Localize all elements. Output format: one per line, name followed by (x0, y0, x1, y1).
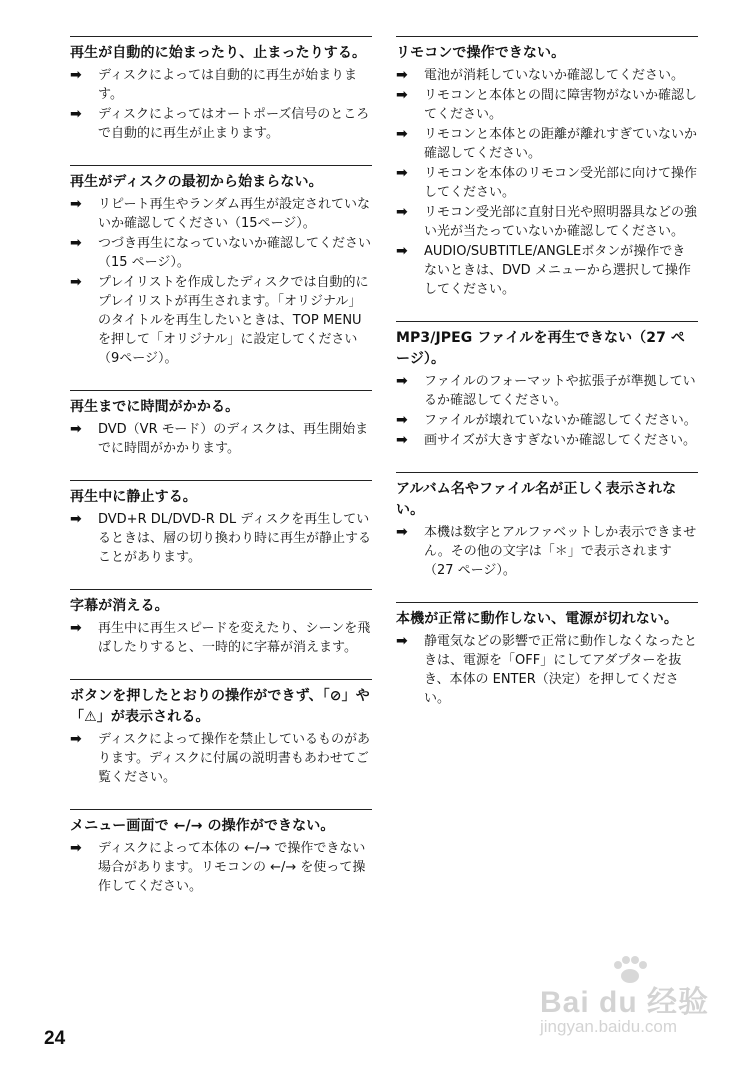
arrow-icon: ➡ (70, 620, 82, 636)
solution-item (70, 839, 372, 896)
arrow-icon: ➡ (70, 421, 82, 437)
arrow-icon: ➡ (396, 165, 408, 181)
arrow-icon: ➡ (396, 524, 408, 540)
section-heading: 字幕が消える。 (70, 598, 169, 614)
solution-item (70, 730, 372, 787)
watermark (530, 955, 730, 1055)
solution-item (70, 420, 372, 458)
watermark-brand: Bai du 经验 (540, 986, 710, 1019)
solution-text: リモコンと本体との間に障害物がないか確認してください。 (424, 88, 698, 122)
arrow-icon: ➡ (70, 106, 82, 122)
arrow-icon: ➡ (70, 274, 82, 290)
solution-text: AUDIO/SUBTITLE/ANGLEボタンが操作できないときは、DVD メニューから選択して操作してください。 (424, 244, 691, 297)
left-column (70, 36, 372, 918)
arrow-icon: ➡ (70, 511, 82, 527)
solution-item (396, 66, 698, 85)
solution-text: ディスクによっては自動的に再生が始まります。 (98, 68, 357, 102)
watermark-url: jingyan.baidu.com (540, 1017, 678, 1036)
arrow-icon: ➡ (396, 432, 408, 448)
arrow-icon: ➡ (396, 633, 408, 649)
section-heading: ボタンを押したとおりの操作ができず、「⊘」や「⚠」が表示される。 (70, 688, 370, 725)
arrow-icon: ➡ (396, 204, 408, 220)
solution-text: リピート再生やランダム再生が設定されていないか確認してください（15ページ）。 (98, 197, 370, 231)
solution-text: 本機は数字とアルファベットしか表示できません。その他の文字は「＊」で表示されます（27 ページ）。 (424, 525, 697, 578)
troubleshooting-section (396, 602, 698, 708)
arrow-icon: ➡ (396, 412, 408, 428)
section-heading: 本機が正常に動作しない、電源が切れない。 (396, 611, 678, 627)
solution-item (70, 105, 372, 143)
solution-item (70, 66, 372, 104)
solution-text: ファイルが壊れていないか確認してください。 (424, 413, 697, 428)
troubleshooting-section (396, 472, 698, 580)
section-heading: 再生中に静止する。 (70, 489, 197, 505)
section-heading: 再生までに時間がかかる。 (70, 399, 240, 415)
solution-text: リモコンと本体との距離が離れすぎていないか確認してください。 (424, 127, 698, 161)
solution-item (396, 411, 698, 430)
solution-item (396, 203, 698, 241)
troubleshooting-section (70, 809, 372, 896)
solution-text: リモコンを本体のリモコン受光部に向けて操作してください。 (424, 166, 698, 200)
solution-item (70, 510, 372, 567)
solution-item (396, 125, 698, 163)
troubleshooting-section (70, 36, 372, 143)
solution-item (396, 632, 698, 708)
page-number: 24 (44, 1028, 66, 1049)
solution-text: 画サイズが大きすぎないか確認してください。 (424, 433, 696, 448)
solution-text: つづき再生になっていないか確認してください（15 ページ）。 (98, 236, 372, 270)
arrow-icon: ➡ (70, 196, 82, 212)
troubleshooting-section (70, 390, 372, 458)
arrow-icon: ➡ (396, 87, 408, 103)
solution-item (70, 234, 372, 272)
solution-item (396, 372, 698, 410)
troubleshooting-section (70, 480, 372, 567)
section-heading: リモコンで操作できない。 (396, 45, 566, 61)
section-heading: 再生がディスクの最初から始まらない。 (70, 174, 323, 190)
solution-item (70, 619, 372, 657)
solution-text: DVD+R DL/DVD-R DL ディスクを再生しているときは、層の切り換わり時に再生が静止することがあります。 (98, 512, 372, 565)
solution-text: 電池が消耗していないか確認してください。 (424, 68, 685, 83)
troubleshooting-section (70, 165, 372, 368)
solution-text: プレイリストを作成したディスクでは自動的にプレイリストが再生されます。「オリジナル」のタイトルを再生したいときは、TOP MENU を押して「オリジナル」に設定してください（9ページ）。 (98, 275, 369, 366)
solution-text: リモコン受光部に直射日光や照明器具などの強い光が当たっていないか確認してください。 (424, 205, 698, 239)
arrow-icon: ➡ (70, 67, 82, 83)
solution-text: DVD（VR モード）のディスクは、再生開始までに時間がかかります。 (98, 422, 369, 456)
solution-text: ディスクによってはオートポーズ信号のところで自動的に再生が止まります。 (98, 107, 370, 141)
solution-text: 再生中に再生スピードを変えたり、シーンを飛ばしたりすると、一時的に字幕が消えます。 (98, 621, 371, 655)
arrow-icon: ➡ (396, 243, 408, 259)
troubleshooting-section (396, 36, 698, 299)
solution-item (70, 195, 372, 233)
right-column (396, 36, 698, 730)
troubleshooting-section (396, 321, 698, 450)
section-heading: 再生が自動的に始まったり、止まったりする。 (70, 45, 367, 61)
solution-text: ディスクによって本体の ←/→ で操作できない場合があります。リモコンの ←/→ を使って操作してください。 (98, 841, 366, 894)
troubleshooting-section (70, 589, 372, 657)
solution-item (396, 431, 698, 450)
section-heading: メニュー画面で ←/→ の操作ができない。 (70, 818, 335, 834)
solution-item (70, 273, 372, 368)
solution-item (396, 242, 698, 299)
arrow-icon: ➡ (396, 126, 408, 142)
arrow-icon: ➡ (396, 67, 408, 83)
arrow-icon: ➡ (70, 840, 82, 856)
arrow-icon: ➡ (396, 373, 408, 389)
arrow-icon: ➡ (70, 235, 82, 251)
solution-item (396, 523, 698, 580)
troubleshooting-section (70, 679, 372, 787)
solution-text: 静電気などの影響で正常に動作しなくなったときは、電源を「OFF」にしてアダプターを抜き、本体の ENTER（決定）を押してください。 (424, 634, 698, 706)
solution-text: ファイルのフォーマットや拡張子が準拠しているか確認してください。 (424, 374, 696, 408)
solution-item (396, 86, 698, 124)
solution-text: ディスクによって操作を禁止しているものがあります。ディスクに付属の説明書もあわせてご覧ください。 (98, 732, 370, 785)
solution-item (396, 164, 698, 202)
arrow-icon: ➡ (70, 731, 82, 747)
section-heading: アルバム名やファイル名が正しく表示されない。 (396, 481, 677, 518)
section-heading: MP3/JPEG ファイルを再生できない（27 ページ）。 (396, 330, 686, 367)
